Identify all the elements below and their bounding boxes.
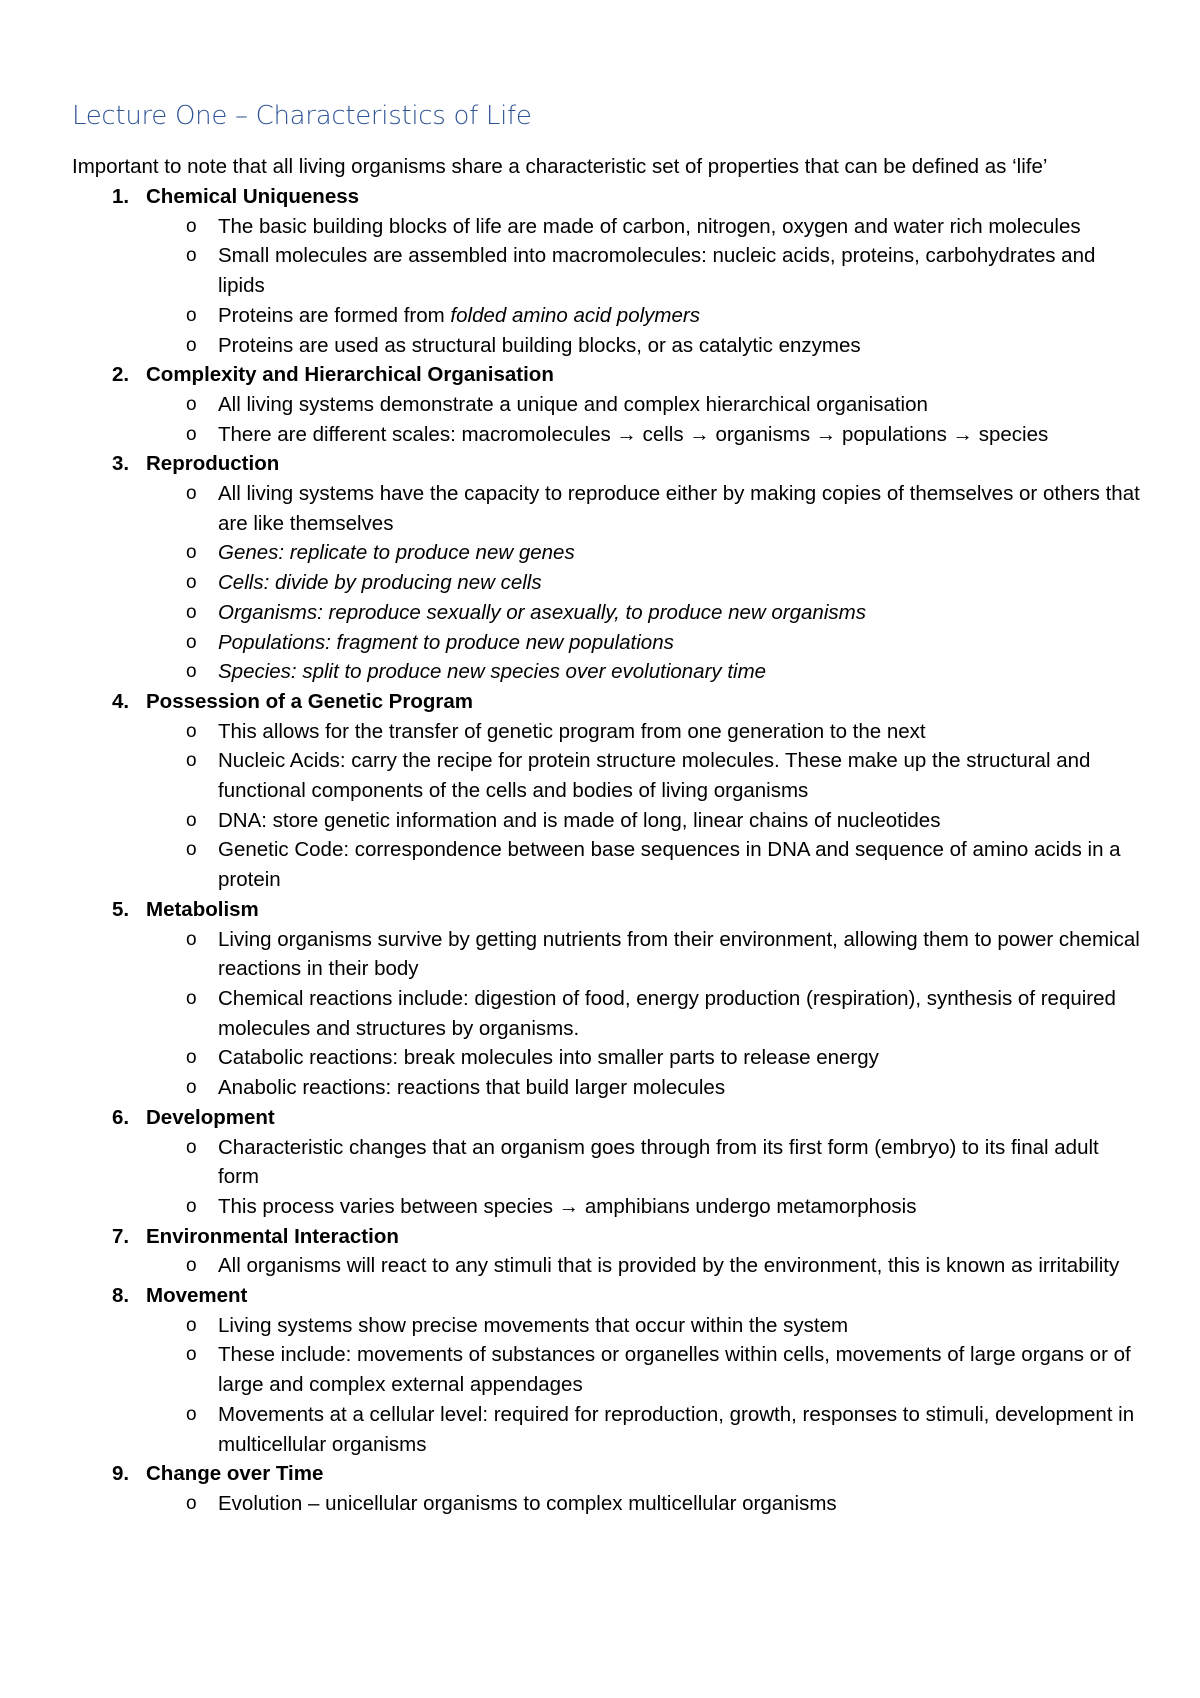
bullet-item (72, 241, 1140, 300)
bullet-text-regular: Catabolic reactions: break molecules into smaller parts to release energy (218, 1046, 879, 1070)
bullet-text (218, 1043, 1140, 1073)
bullet-text-regular: Proteins are formed from (218, 303, 451, 327)
bullet-text-regular: The basic building blocks of life are made of carbon, nitrogen, oxygen and water rich molecules (218, 214, 1081, 238)
bullet-circle-icon: o (186, 720, 197, 742)
bullet-item (72, 301, 1140, 331)
bullet-circle-icon: o (186, 215, 197, 237)
bullet-circle-icon: o (186, 572, 197, 594)
bullet-text-regular: Living systems show precise movements that occur within the system (218, 1313, 849, 1337)
bullet-text-regular: These include: movements of substances or organelles within cells, movements of large organs or of large and complex external appendages (218, 1343, 1131, 1397)
bullet-item (72, 746, 1140, 805)
section-number: 8. (112, 1284, 130, 1308)
bullet-circle-icon: o (186, 1314, 197, 1336)
bullet-circle-icon: o (186, 601, 197, 623)
section-heading-row (72, 182, 1140, 212)
bullet-item (72, 479, 1140, 538)
section-number: 5. (112, 897, 130, 921)
bullet-text (218, 598, 1140, 628)
bullet-text (218, 925, 1140, 984)
section-item (72, 182, 1140, 360)
section-heading: Possession of a Genetic Program (146, 689, 473, 713)
section-heading-row (72, 1103, 1140, 1133)
section-number: 7. (112, 1224, 130, 1248)
bullet-list (72, 1251, 1140, 1281)
section-heading: Reproduction (146, 452, 280, 476)
bullet-text-regular: All living systems have the capacity to reproduce either by making copies of themselves or others that are like themselves (218, 482, 1140, 535)
bullet-text (218, 301, 1140, 331)
bullet-text (218, 1400, 1140, 1459)
bullet-item (72, 568, 1140, 598)
bullet-list (72, 1311, 1140, 1460)
bullet-list (72, 390, 1140, 449)
bullet-item (72, 628, 1140, 658)
bullet-text-regular: Proteins are used as structural building blocks, or as catalytic enzymes (218, 333, 861, 357)
bullet-item (72, 1043, 1140, 1073)
bullet-text (218, 746, 1140, 805)
bullet-text (218, 479, 1140, 538)
section-number: 3. (112, 452, 130, 476)
bullet-text-italic: Cells: divide by producing new cells (218, 571, 542, 595)
bullet-text-italic: folded amino acid polymers (450, 303, 700, 327)
bullet-item (72, 1133, 1140, 1192)
bullet-text-regular: Nucleic Acids: carry the recipe for protein structure molecules. These make up the structural and functional components of the cells and bodies of living organisms (218, 749, 1091, 803)
section-heading: Environmental Interaction (146, 1224, 399, 1248)
bullet-text (218, 806, 1140, 836)
bullet-text (218, 538, 1140, 568)
bullet-circle-icon: o (186, 393, 197, 415)
bullet-circle-icon: o (186, 750, 197, 772)
bullet-item (72, 1400, 1140, 1459)
bullet-circle-icon: o (186, 304, 197, 326)
bullet-text (218, 331, 1140, 361)
section-item (72, 1103, 1140, 1222)
section-item (72, 1281, 1140, 1459)
bullet-item (72, 717, 1140, 747)
section-heading: Metabolism (146, 897, 259, 921)
bullet-item (72, 1489, 1140, 1519)
bullet-circle-icon: o (186, 423, 197, 445)
bullet-text (218, 390, 1140, 420)
bullet-circle-icon: o (186, 245, 197, 267)
bullet-item (72, 984, 1140, 1043)
bullet-circle-icon: o (186, 1077, 197, 1099)
bullet-text (218, 1340, 1140, 1399)
section-heading: Movement (146, 1284, 248, 1308)
section-heading-row (72, 1459, 1140, 1489)
bullet-text-regular: Living organisms survive by getting nutrients from their environment, allowing them to power chemical reactions in their body (218, 927, 1140, 981)
bullet-item (72, 1340, 1140, 1399)
bullet-text (218, 1489, 1140, 1519)
bullet-text (218, 420, 1140, 450)
bullet-list (72, 212, 1140, 361)
bullet-circle-icon: o (186, 1403, 197, 1425)
section-heading-row (72, 1281, 1140, 1311)
section-number: 9. (112, 1462, 130, 1486)
section-item (72, 1222, 1140, 1281)
bullet-text-regular: Genetic Code: correspondence between base sequences in DNA and sequence of amino acids in a protein (218, 838, 1121, 892)
bullet-text-italic: Species: split to produce new species over evolutionary time (218, 660, 767, 684)
bullet-text (218, 241, 1140, 300)
bullet-circle-icon: o (186, 1344, 197, 1366)
bullet-text-regular: All organisms will react to any stimuli that is provided by the environment, this is known as irritability (218, 1254, 1120, 1278)
bullet-text-regular: Evolution – unicellular organisms to complex multicellular organisms (218, 1491, 837, 1515)
section-number: 2. (112, 363, 130, 387)
bullet-item (72, 598, 1140, 628)
bullet-text-regular: There are different scales: macromolecules → cells → organisms → populations → species (218, 422, 1049, 446)
bullet-item (72, 925, 1140, 984)
bullet-circle-icon: o (186, 542, 197, 564)
bullet-text-italic: Genes: replicate to produce new genes (218, 541, 575, 565)
bullet-item (72, 835, 1140, 894)
page-title: Lecture One – Characteristics of Life (72, 101, 532, 131)
bullet-text-italic: Populations: fragment to produce new populations (218, 630, 674, 654)
bullet-text-regular: DNA: store genetic information and is made of long, linear chains of nucleotides (218, 808, 941, 832)
section-item (72, 687, 1140, 895)
section-number: 1. (112, 185, 130, 208)
bullet-circle-icon: o (186, 1195, 197, 1217)
bullet-text-regular: Movements at a cellular level: required for reproduction, growth, responses to stimuli, development in multicellular organisms (218, 1402, 1135, 1456)
section-heading-row (72, 895, 1140, 925)
bullet-circle-icon: o (186, 1492, 197, 1514)
bullet-list (72, 479, 1140, 687)
bullet-text-italic: Organisms: reproduce sexually or asexually, to produce new organisms (218, 600, 866, 624)
bullet-text (218, 1251, 1140, 1281)
bullet-text (218, 568, 1140, 598)
bullet-circle-icon: o (186, 1047, 197, 1069)
bullet-text-regular: Anabolic reactions: reactions that build larger molecules (218, 1076, 726, 1100)
bullet-text-regular: All living systems demonstrate a unique and complex hierarchical organisation (218, 392, 928, 416)
bullet-text (218, 628, 1140, 658)
bullet-text (218, 1311, 1140, 1341)
section-heading-row (72, 687, 1140, 717)
bullet-text (218, 1073, 1140, 1103)
bullet-item (72, 1192, 1140, 1222)
bullet-text (218, 717, 1140, 747)
bullet-circle-icon: o (186, 483, 197, 505)
bullet-item (72, 331, 1140, 361)
bullet-text-regular: Small molecules are assembled into macromolecules: nucleic acids, proteins, carbohydrates and lipids (218, 244, 1096, 298)
section-heading: Change over Time (146, 1462, 324, 1486)
bullet-text-regular: This allows for the transfer of genetic program from one generation to the next (218, 719, 926, 743)
bullet-text (218, 1192, 1140, 1222)
bullet-circle-icon: o (186, 631, 197, 653)
bullet-circle-icon: o (186, 1255, 197, 1277)
bullet-list (72, 925, 1140, 1103)
section-item (72, 895, 1140, 1103)
bullet-list (72, 717, 1140, 895)
bullet-item (72, 806, 1140, 836)
section-item (72, 360, 1140, 449)
section-heading: Chemical Uniqueness (146, 185, 360, 208)
intro-paragraph: Important to note that all living organisms share a characteristic set of properties that can be defined as ‘life’ (72, 155, 1048, 178)
bullet-circle-icon: o (186, 1136, 197, 1158)
section-heading-row (72, 1222, 1140, 1252)
section-heading-row (72, 449, 1140, 479)
bullet-item (72, 390, 1140, 420)
bullet-list (72, 1489, 1140, 1519)
bullet-item (72, 1311, 1140, 1341)
bullet-text (218, 984, 1140, 1043)
section-heading: Development (146, 1105, 275, 1129)
bullet-text (218, 212, 1140, 242)
bullet-circle-icon: o (186, 928, 197, 950)
section-number: 6. (112, 1105, 130, 1129)
bullet-text (218, 835, 1140, 894)
bullet-text-regular: Chemical reactions include: digestion of food, energy production (respiration), synthesis of required molecules and structures by organisms. (218, 986, 1116, 1040)
bullet-text (218, 1133, 1140, 1192)
bullet-circle-icon: o (186, 661, 197, 683)
section-list (72, 182, 1140, 1519)
bullet-list (72, 1133, 1140, 1222)
bullet-circle-icon: o (186, 987, 197, 1009)
section-item (72, 1459, 1140, 1518)
bullet-item (72, 420, 1140, 450)
section-item (72, 449, 1140, 687)
section-number: 4. (112, 689, 130, 713)
section-heading: Complexity and Hierarchical Organisation (146, 363, 554, 387)
bullet-text (218, 657, 1140, 687)
bullet-item (72, 538, 1140, 568)
bullet-item (72, 1073, 1140, 1103)
bullet-circle-icon: o (186, 809, 197, 831)
bullet-circle-icon: o (186, 334, 197, 356)
bullet-item (72, 212, 1140, 242)
bullet-text-regular: This process varies between species → amphibians undergo metamorphosis (218, 1194, 917, 1218)
bullet-circle-icon: o (186, 839, 197, 861)
bullet-text-regular: Characteristic changes that an organism goes through from its first form (embryo) to its final adult form (218, 1135, 1099, 1189)
section-heading-row (72, 360, 1140, 390)
bullet-item (72, 1251, 1140, 1281)
bullet-item (72, 657, 1140, 687)
